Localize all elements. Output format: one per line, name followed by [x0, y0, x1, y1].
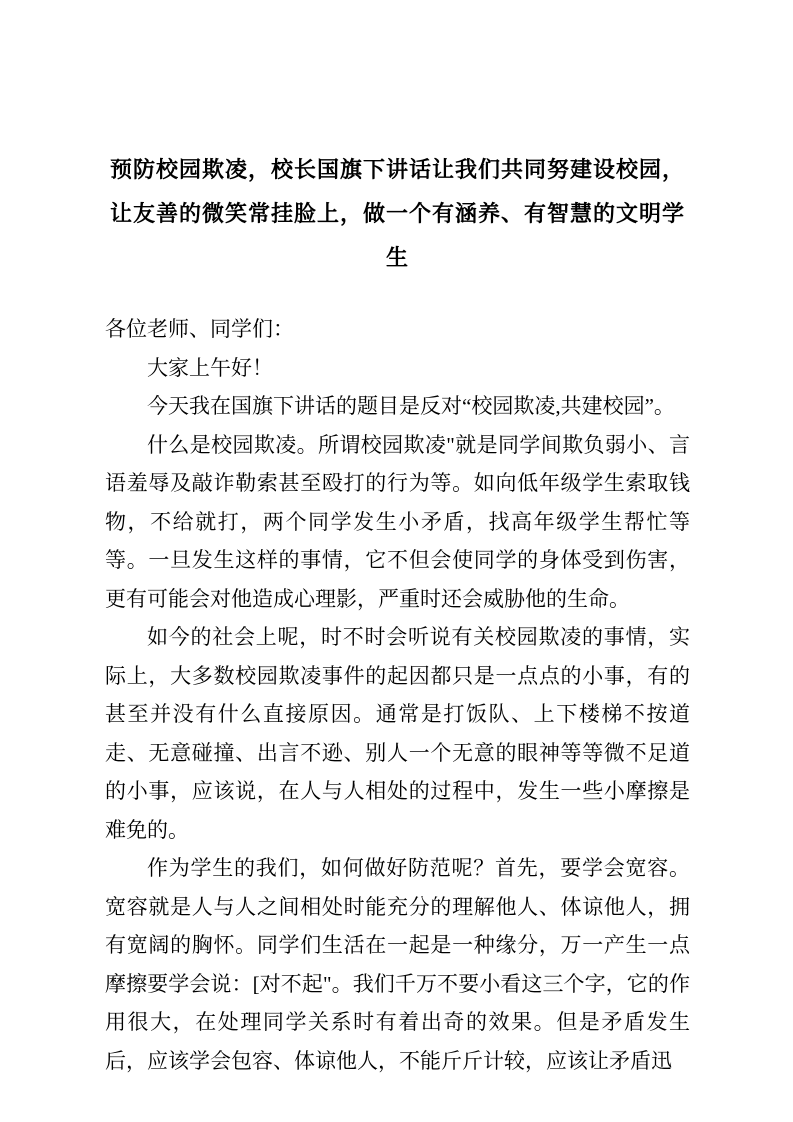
document-body [105, 310, 690, 1080]
document-title: 预防校园欺凌，校长国旗下讲话让我们共同努建设校园，让友善的微笑常挂脸上，做一个有涵养、有智慧的文明学生 [109, 157, 685, 270]
paragraph-society: 如今的社会上呢，时不时会听说有关校园欺凌的事情，实际上，大多数校园欺凌事件的起因都只是一点点的小事，有的甚至并没有什么直接原因。通常是打饭队、上下楼梯不按道走、无意碰撞、出言不逊、别人一个无意的眼神等等微不足道的小事，应该说，在人与人相处的过程中，发生一些小摩擦是难免的。 [105, 625, 690, 842]
paragraph-opening: 大家上午好！ [147, 355, 273, 380]
paragraph-prevention: 作为学生的我们，如何做好防范呢？首先，要学会宽容。宽容就是人与人之间相处时能充分的理解他人、体谅他人，拥有宽阔的胸怀。同学们生活在一起是一种缘分，万一产生一点摩擦要学会说：[对不起"。我们千万不要小看这三个字，它的作用很大，在处理同学关系时有着出奇的效果。但是矛盾发生后，应该学会包容、体谅他人，不能斤斤计较，应该让矛盾迅 [105, 856, 690, 1073]
paragraph-greeting: 各位老师、同学们： [105, 317, 294, 341]
paragraph-topic: 今天我在国旗下讲话的题目是反对“校园欺凌,共建校园”。 [147, 394, 675, 418]
paragraph-definition: 什么是校园欺凌。所谓校园欺凌"就是同学间欺负弱小、言语羞辱及敲诈勒索甚至殴打的行为等。如向低年级学生索取钱物，不给就打，两个同学发生小矛盾，找高年级学生帮忙等等。一旦发生这样的事情，它不但会使同学的身体受到伤害，更有可能会对他造成心理影，严重时还会威胁他的生命。 [105, 432, 690, 611]
